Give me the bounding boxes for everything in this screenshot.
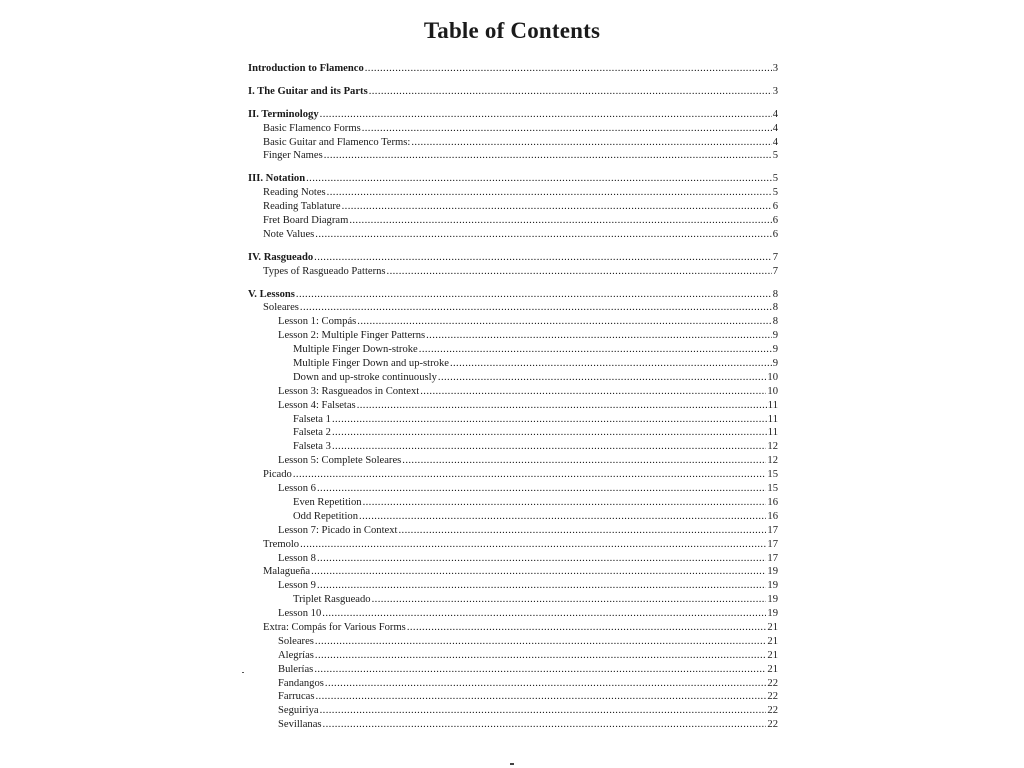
toc-entry [248,663,778,677]
toc-entry-title: Lesson 5: Complete Soleares [278,455,402,467]
dot-leader [293,468,767,482]
toc-entry-page: 19 [767,566,778,578]
toc-entry [248,704,778,718]
toc-entry-page: 6 [772,215,778,227]
toc-entry [248,690,778,704]
dot-leader [419,343,772,357]
toc-entry-page: 11 [767,427,778,439]
toc-entry [248,399,778,413]
toc-entry [248,468,778,482]
toc-entry-page: 12 [767,441,778,453]
toc-entry-title: Types of Rasgueado Patterns [263,265,386,277]
dot-leader [324,149,772,163]
dot-leader [325,677,767,691]
dot-leader [438,371,767,385]
dot-leader [357,315,771,329]
dot-leader [407,621,767,635]
toc-list [248,62,778,732]
toc-entry-title: Basic Flamenco Forms [263,122,361,134]
toc-entry-page: 4 [772,108,778,120]
toc-entry-title: III. Notation [248,173,306,185]
toc-entry-title: Introduction to Flamenco [248,63,364,74]
toc-entry-title: Lesson 6 [278,483,316,495]
toc-entry-title: II. Terminology [248,108,319,120]
toc-entry-page: 7 [772,251,778,263]
toc-entry-title: I. The Guitar and its Parts [248,85,368,97]
toc-entry-title: Seguiriya [278,705,319,717]
toc-entry [248,85,778,99]
toc-entry [248,552,778,566]
toc-entry-page: 9 [772,330,778,342]
toc-entry [248,214,778,228]
toc-entry [248,496,778,510]
dot-leader [315,649,767,663]
toc-entry-page: 10 [767,385,778,397]
dot-leader [317,579,766,593]
toc-entry-page: 16 [767,510,778,522]
toc-entry-page: 21 [767,663,778,675]
toc-entry-page: 10 [767,371,778,383]
toc-entry-page: 15 [767,483,778,495]
dot-leader [363,496,767,510]
toc-entry [248,385,778,399]
dot-leader [450,357,772,371]
toc-entry-page: 15 [767,469,778,481]
toc-entry-title: Even Repetition [293,496,362,508]
toc-entry-title: Farrucas [278,691,315,703]
toc-entry [248,200,778,214]
toc-entry [248,454,778,468]
toc-entry-title: Lesson 2: Multiple Finger Patterns [278,330,426,342]
toc-entry-title: Fret Board Diagram [263,215,349,227]
toc-entry-page: 6 [772,228,778,240]
toc-entry-page: 22 [767,705,778,717]
dot-leader [420,385,766,399]
toc-entry [248,136,778,150]
toc-entry-page: 22 [767,691,778,703]
toc-entry-page: 11 [767,413,778,425]
toc-entry-title: Multiple Finger Down and up-stroke [293,358,449,370]
toc-entry-title: IV. Rasgueado [248,251,314,263]
dot-leader [332,440,766,454]
dot-leader [322,607,766,621]
toc-entry-page: 17 [767,552,778,564]
toc-entry-page: 6 [772,201,778,213]
toc-entry-page: 8 [772,316,778,328]
toc-entry [248,593,778,607]
toc-entry [248,149,778,163]
toc-entry [248,62,778,76]
dot-leader [402,454,766,468]
toc-entry-page: 19 [767,580,778,592]
toc-entry-title: Reading Notes [263,187,326,199]
toc-entry-title: Note Values [263,228,315,240]
dot-leader [317,482,766,496]
toc-entry-title: Sevillanas [278,719,322,731]
toc-entry-page: 17 [767,538,778,550]
page-title: Table of Contents [423,18,601,43]
dot-leader [315,635,767,649]
toc-entry-title: Alegrías [278,649,314,661]
dot-leader [317,552,766,566]
dot-leader [300,538,766,552]
toc-entry [248,265,778,279]
toc-entry-page: 19 [767,608,778,620]
toc-entry [248,413,778,427]
toc-entry [248,228,778,242]
toc-entry [248,538,778,552]
toc-entry-title: Lesson 3: Rasgueados in Context [278,385,420,397]
dot-leader [300,301,772,315]
dot-leader [320,704,767,718]
dot-leader [369,85,772,99]
toc-entry-page: 7 [772,265,778,277]
toc-entry [248,288,778,302]
toc-entry [248,565,778,579]
dot-leader [362,122,772,136]
toc-entry-page: 21 [767,635,778,647]
toc-entry [248,357,778,371]
toc-entry [248,649,778,663]
toc-entry [248,108,778,122]
toc-entry-page: 17 [767,524,778,536]
dot-leader [332,426,767,440]
toc-entry-page: 5 [772,150,778,162]
dot-leader [426,329,772,343]
toc-entry-page: 11 [767,399,778,411]
toc-entry-page: 5 [772,187,778,199]
toc-entry-title: Triplet Rasgueado [293,594,371,606]
toc-entry-title: Soleares [278,635,314,647]
toc-entry-page: 21 [767,649,778,661]
toc-entry-page: 21 [767,621,778,633]
dot-leader [311,565,766,579]
dot-leader [315,228,771,242]
dot-leader [372,593,767,607]
toc-entry-title: Malagueña [263,566,311,578]
toc-entry [248,371,778,385]
dot-leader [342,200,772,214]
dot-leader [359,510,766,524]
toc-entry-page: 4 [772,136,778,148]
dot-leader [320,108,772,122]
toc-entry [248,579,778,593]
dot-leader [315,690,766,704]
toc-entry-title: V. Lessons [248,288,295,300]
toc-entry-title: Picado [263,469,292,481]
toc-entry [248,122,778,136]
toc-entry-page: 19 [767,594,778,606]
toc-entry-page: 4 [772,122,778,134]
dot-leader [332,413,767,427]
toc-entry-title: Tremolo [263,538,300,550]
toc-entry-title: Extra: Compás for Various Forms [263,621,406,633]
toc-entry [248,186,778,200]
toc-entry-title: Falseta 3 [293,441,331,453]
toc-entry [248,482,778,496]
toc-entry-title: Falseta 2 [293,427,331,439]
toc-entry-title: Down and up-stroke continuously [293,371,437,383]
toc-entry-title: Lesson 7: Picado in Context [278,524,398,536]
dot-leader [327,186,772,200]
dot-leader [349,214,771,228]
dot-leader [314,663,766,677]
toc-entry-page: 3 [772,85,778,97]
toc-entry [248,677,778,691]
dot-leader [296,288,772,302]
dot-leader [314,251,772,265]
toc-entry-page: 3 [772,63,778,74]
toc-entry-page: 12 [767,455,778,467]
toc-entry-page: 9 [772,358,778,370]
toc-entry-title: Odd Repetition [293,510,359,522]
scan-speck [242,672,244,673]
toc-entry-title: Fandangos [278,677,324,689]
toc-entry-title: Soleares [263,302,299,314]
toc-entry-page: 16 [767,496,778,508]
toc-entry-title: Finger Names [263,150,323,162]
dot-leader [411,136,771,150]
dot-leader [387,265,772,279]
toc-entry-page: 22 [767,677,778,689]
toc-entry-title: Lesson 10 [278,608,322,620]
toc-entry [248,510,778,524]
toc-entry [248,343,778,357]
toc-entry-title: Lesson 8 [278,552,316,564]
toc-entry-title: Lesson 1: Compás [278,316,357,328]
toc-entry-page: 8 [772,288,778,300]
toc-entry [248,440,778,454]
toc-entry-title: Lesson 4: Falsetas [278,399,356,411]
toc-entry [248,315,778,329]
toc-entry-title: Reading Tablature [263,201,341,213]
toc-entry [248,172,778,186]
toc-entry [248,621,778,635]
dot-leader [323,718,767,732]
toc-entry [248,301,778,315]
toc-entry-page: 5 [772,173,778,185]
toc-entry [248,524,778,538]
toc-entry-page: 9 [772,344,778,356]
toc-entry-page: 8 [772,302,778,314]
toc-entry-page: 22 [767,719,778,731]
toc-entry-title: Lesson 9 [278,580,316,592]
toc-entry [248,718,778,732]
toc-entry [248,635,778,649]
toc-entry [248,329,778,343]
dot-leader [365,62,772,76]
page-number-mark [510,763,514,765]
toc-entry [248,251,778,265]
toc-entry-title: Falseta 1 [293,413,331,425]
toc-entry-title: Multiple Finger Down-stroke [293,344,418,356]
dot-leader [357,399,767,413]
dot-leader [398,524,766,538]
toc-entry [248,426,778,440]
toc-entry-title: Basic Guitar and Flamenco Terms: [263,136,411,148]
toc-entry [248,607,778,621]
dot-leader [306,172,772,186]
toc-entry-title: Bulerías [278,663,314,675]
